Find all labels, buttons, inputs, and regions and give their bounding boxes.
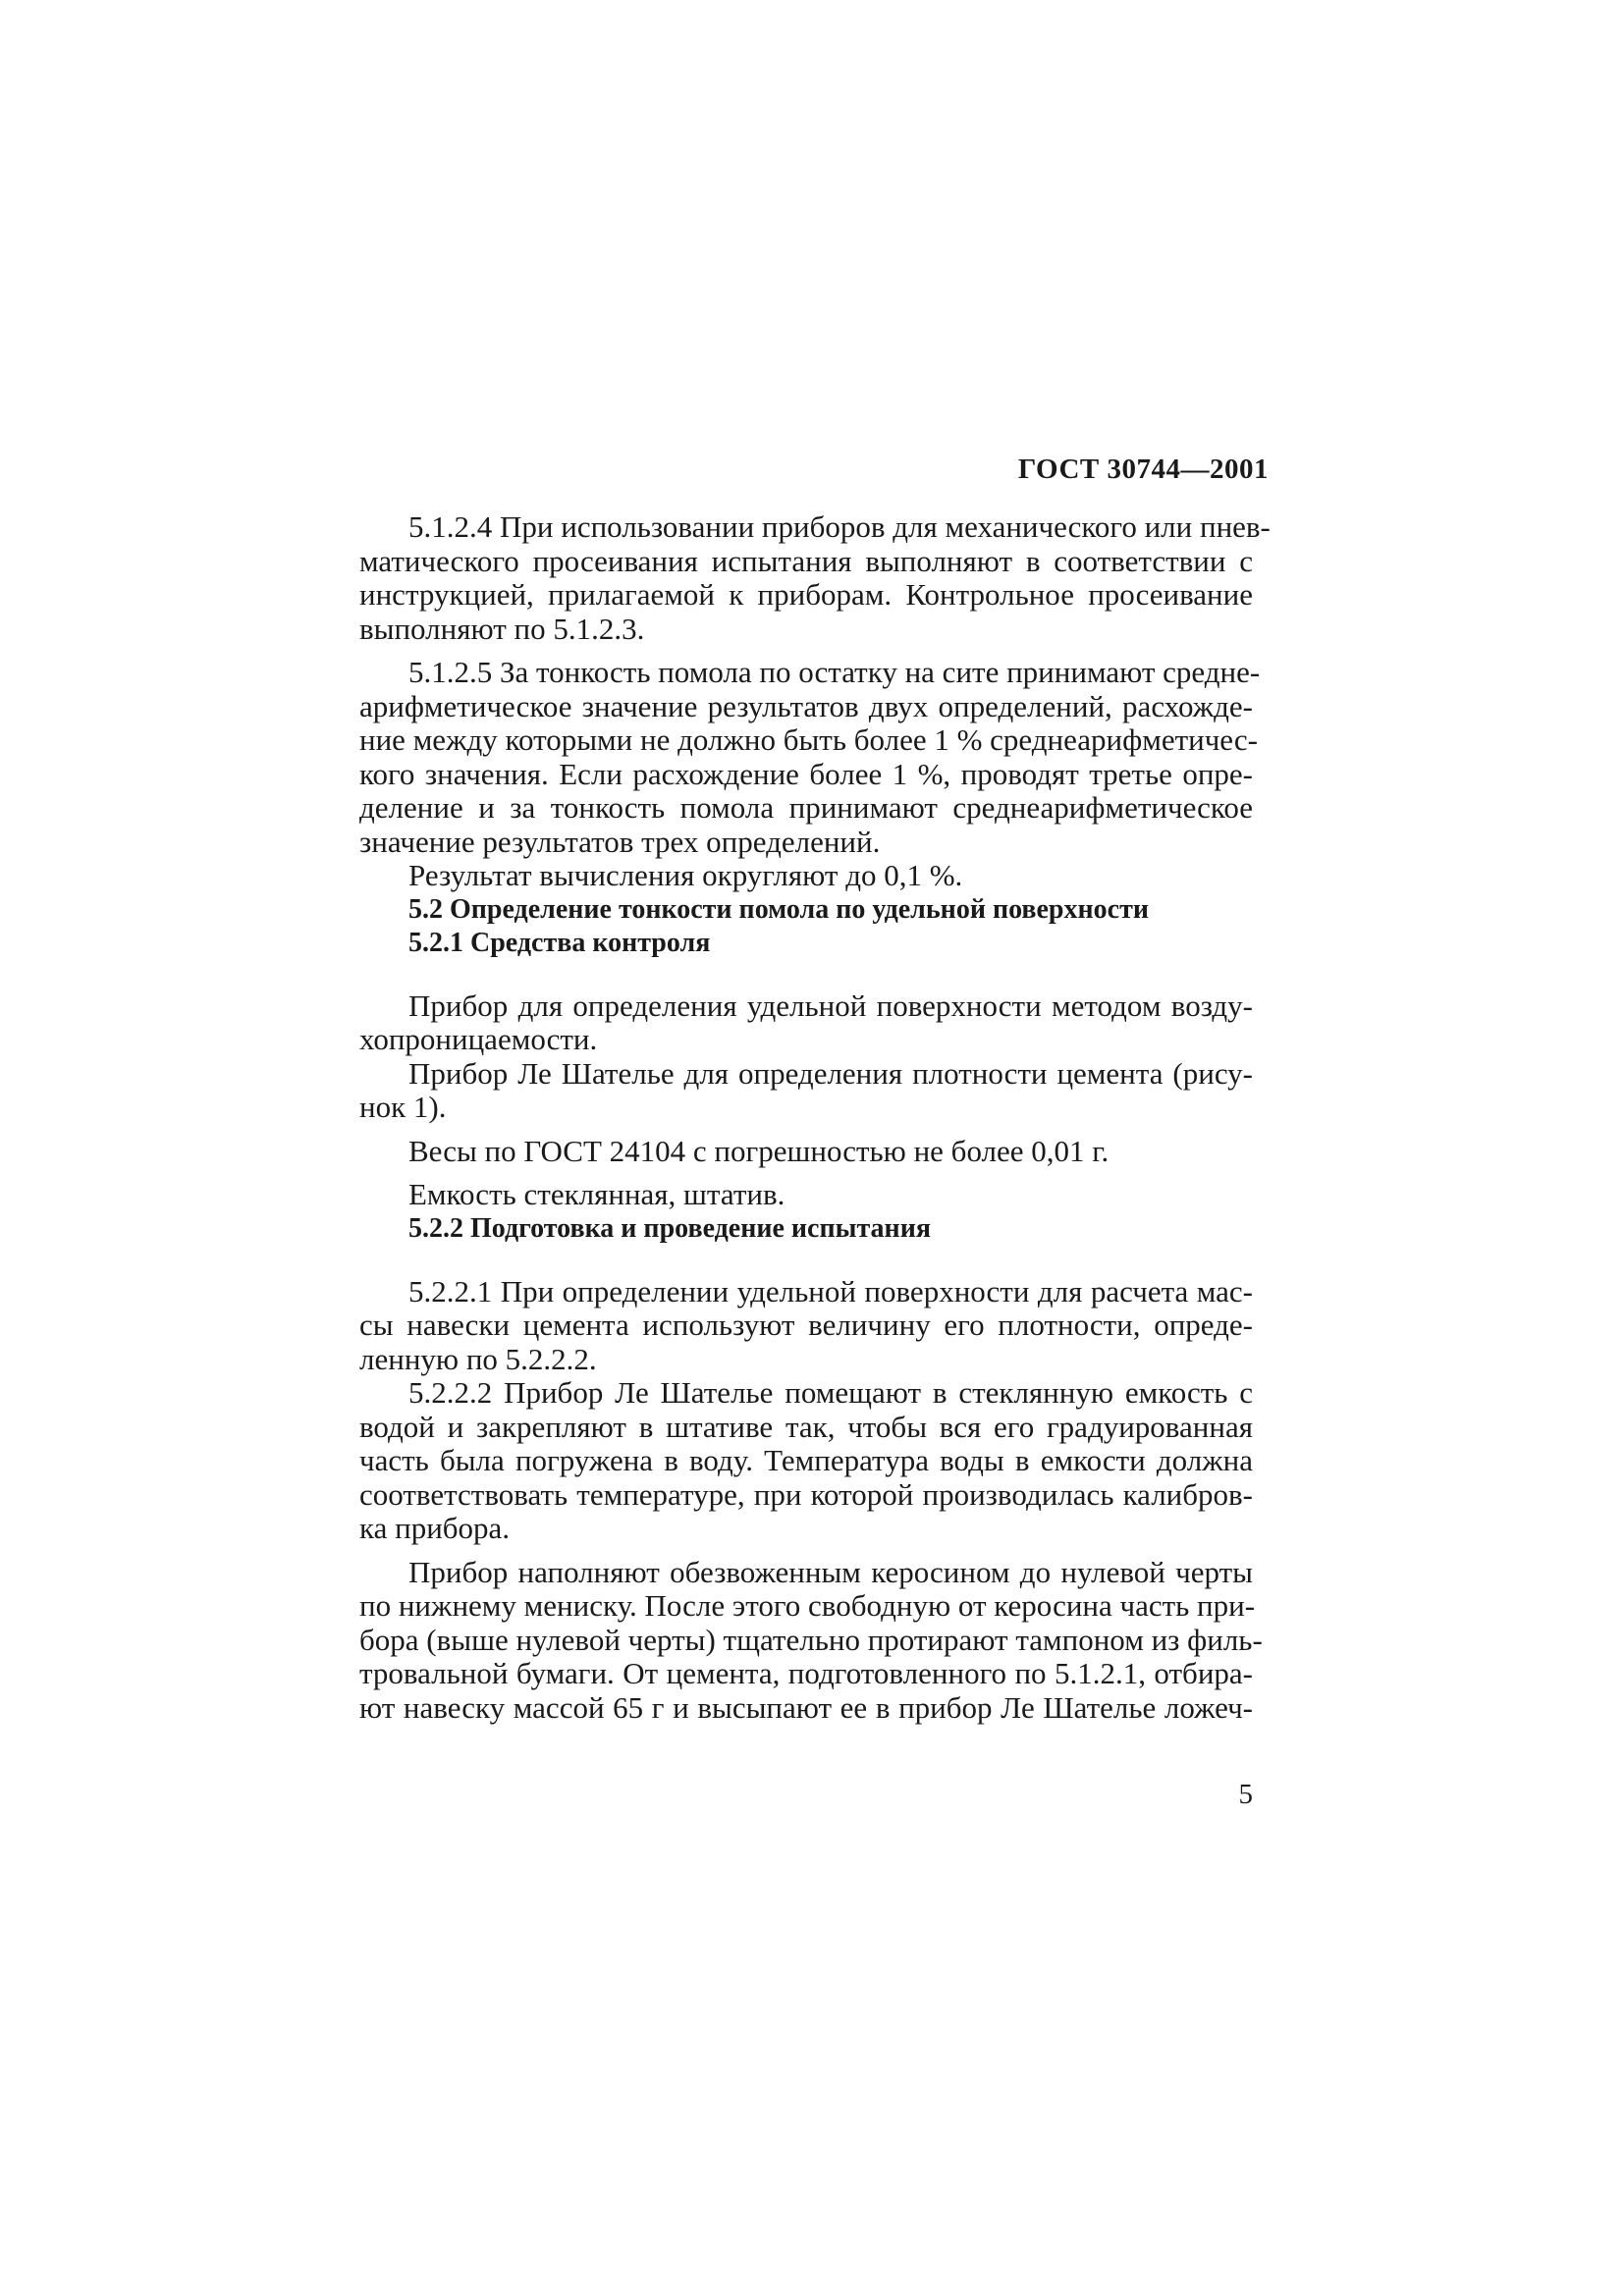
document-code-header: ГОСТ 30744—2001 <box>1017 454 1269 485</box>
paragraph-filling-kerosene <box>359 1554 1263 1726</box>
text-line: Прибор Ле Шателье для определения плотности цемента (рису- <box>408 1055 1253 1091</box>
paragraph-scales <box>359 1135 1253 1169</box>
text-line: Емкость стеклянная, штатив. <box>408 1177 785 1211</box>
paragraph-glass-container <box>359 1178 1253 1212</box>
text-line: 5.2.2.2 Прибор Ле Шателье помещают в стеклянную емкость с <box>408 1375 1253 1410</box>
section-heading-5-2: 5.2 Определение тонкости помола по удельной поверхности <box>408 893 1149 925</box>
text-line: значение результатов трех определений. <box>359 824 881 859</box>
text-line: 5.1.2.4 При использовании приборов для механического или пнев- <box>408 509 1271 544</box>
text-line: матического просеивания испытания выполняют в соответствии с <box>359 543 1253 578</box>
text-line: соответствовать температуре, при которой производилась калибров- <box>359 1476 1253 1512</box>
text-line: бора (выше нулевой черты) тщательно протирают тампоном из филь- <box>359 1622 1263 1657</box>
text-line: деление и за тонкость помола принимают среднеарифметическое <box>359 790 1253 825</box>
text-line: выполняют по 5.1.2.3. <box>359 611 645 646</box>
text-line: сы навески цемента используют величину его плотности, опреде- <box>359 1308 1253 1342</box>
text-line: нок 1). <box>359 1090 447 1124</box>
text-line: Прибор наполняют обезвоженным керосином до нулевой черты <box>408 1554 1253 1589</box>
text-line: арифметическое значение результатов двух определений, расхожде- <box>359 688 1253 723</box>
paragraph-result-rounding <box>359 859 1253 893</box>
text-line: по нижнему мениску. После этого свободную от керосина часть при- <box>359 1588 1256 1623</box>
text-line: Весы по ГОСТ 24104 с погрешностью не более 0,01 г. <box>408 1133 1110 1168</box>
text-line: водой и закрепляют в штативе так, чтобы вся его градуированная <box>359 1409 1253 1444</box>
paragraph-air-permeability-device <box>359 989 1253 1057</box>
text-line: Результат вычисления округляют до 0,1 %. <box>408 858 963 892</box>
paragraph-5-2-2-1 <box>359 1275 1253 1377</box>
paragraph-5-1-2-4 <box>359 509 1271 646</box>
text-line: 5.2.2.1 При определении удельной поверхности для расчета мас- <box>408 1273 1253 1308</box>
text-line: Прибор для определения удельной поверхности методом возду- <box>408 988 1253 1023</box>
page-number: 5 <box>1238 1779 1253 1810</box>
text-line: ленную по 5.2.2.2. <box>359 1341 597 1376</box>
paragraph-le-chatelier-device <box>359 1057 1253 1125</box>
text-line: хопроницаемости. <box>359 1022 598 1056</box>
subsection-heading-5-2-1: 5.2.1 Средства контроля <box>408 927 711 958</box>
text-line: кого значения. Если расхождение более 1 %, проводят третье опре- <box>359 756 1253 791</box>
text-line: ют навеску массой 65 г и высыпают ее в прибор Ле Шателье ложеч- <box>359 1689 1253 1725</box>
subsection-heading-5-2-2: 5.2.2 Подготовка и проведение испытания <box>408 1212 931 1244</box>
page-content <box>359 509 1271 1725</box>
text-line: тровальной бумаги. От цемента, подготовленного по 5.1.2.1, отбира- <box>359 1656 1253 1690</box>
text-line: инструкцией, прилагаемой к приборам. Контрольное просеивание <box>359 577 1253 612</box>
text-line: ние между которыми не должно быть более 1 % среднеарифметичес- <box>359 722 1258 757</box>
paragraph-5-2-2-2 <box>359 1376 1253 1546</box>
text-line: 5.1.2.5 За тонкость помола по остатку на сите принимают средне- <box>408 655 1261 689</box>
paragraph-5-1-2-5 <box>359 655 1261 859</box>
text-line: часть была погружена в воду. Температура воды в емкости должна <box>359 1443 1253 1477</box>
text-line: ка прибора. <box>359 1511 511 1545</box>
